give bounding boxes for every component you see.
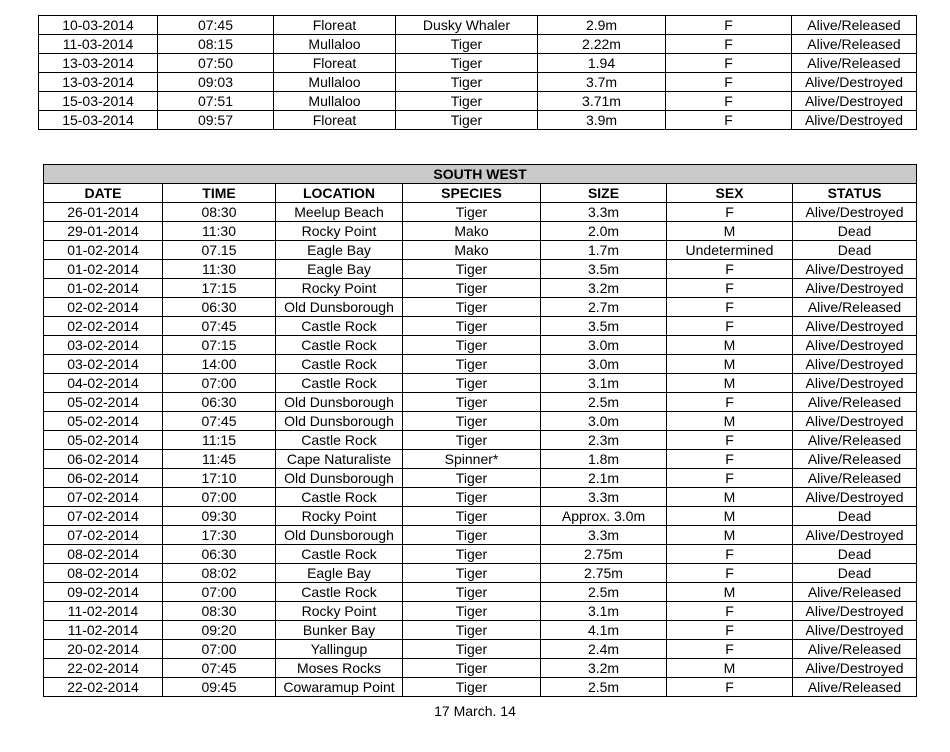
cell-species: Tiger — [396, 73, 538, 92]
table-row — [44, 564, 917, 583]
cell-species: Tiger — [403, 678, 541, 697]
table-row — [44, 488, 917, 507]
cell-species: Tiger — [403, 393, 541, 412]
cell-sex: F — [667, 317, 793, 336]
cell-location: Meelup Beach — [276, 203, 403, 222]
table-title: SOUTH WEST — [44, 165, 917, 184]
cell-size: 3.1m — [541, 374, 667, 393]
cell-time: 11:30 — [163, 260, 276, 279]
cell-species: Tiger — [396, 111, 538, 130]
cell-sex: F — [667, 203, 793, 222]
cell-location: Castle Rock — [276, 374, 403, 393]
cell-sex: F — [667, 545, 793, 564]
cell-sex: M — [667, 336, 793, 355]
table-row — [44, 336, 917, 355]
cell-time: 07:50 — [158, 54, 274, 73]
column-header-time: TIME — [163, 184, 276, 203]
cell-date: 20-02-2014 — [44, 640, 163, 659]
cell-size: 3.5m — [541, 317, 667, 336]
cell-location: Mullaloo — [274, 35, 396, 54]
table-row — [44, 526, 917, 545]
cell-status: Alive/Released — [793, 298, 917, 317]
cell-size: 4.1m — [541, 621, 667, 640]
cell-location: Old Dunsborough — [276, 393, 403, 412]
table-row — [44, 431, 917, 450]
cell-species: Tiger — [403, 203, 541, 222]
cell-status: Alive/Destroyed — [793, 659, 917, 678]
column-header-size: SIZE — [541, 184, 667, 203]
cell-size: 2.75m — [541, 564, 667, 583]
cell-location: Rocky Point — [276, 507, 403, 526]
cell-sex: F — [666, 16, 792, 35]
cell-status: Dead — [793, 507, 917, 526]
cell-size: 3.5m — [541, 260, 667, 279]
cell-date: 26-01-2014 — [44, 203, 163, 222]
cell-species: Tiger — [403, 374, 541, 393]
column-header-location: LOCATION — [276, 184, 403, 203]
cell-time: 06:30 — [163, 545, 276, 564]
cell-time: 09:45 — [163, 678, 276, 697]
table-row — [44, 374, 917, 393]
cell-location: Old Dunsborough — [276, 526, 403, 545]
cell-size: 2.7m — [541, 298, 667, 317]
cell-time: 14:00 — [163, 355, 276, 374]
cell-sex: F — [667, 298, 793, 317]
cell-sex: M — [667, 222, 793, 241]
cell-sex: F — [666, 35, 792, 54]
cell-date: 07-02-2014 — [44, 507, 163, 526]
cell-sex: F — [667, 678, 793, 697]
cell-date: 08-02-2014 — [44, 564, 163, 583]
cell-date: 03-02-2014 — [44, 336, 163, 355]
cell-species: Tiger — [396, 35, 538, 54]
cell-date: 11-02-2014 — [44, 602, 163, 621]
cell-location: Mullaloo — [274, 73, 396, 92]
cell-sex: M — [667, 374, 793, 393]
column-header-species: SPECIES — [403, 184, 541, 203]
cell-sex: F — [667, 450, 793, 469]
table-row — [39, 73, 917, 92]
table-row — [44, 393, 917, 412]
cell-date: 22-02-2014 — [44, 678, 163, 697]
cell-location: Mullaloo — [274, 92, 396, 111]
cell-date: 01-02-2014 — [44, 279, 163, 298]
cell-location: Castle Rock — [276, 431, 403, 450]
cell-size: 2.5m — [541, 583, 667, 602]
cell-date: 11-03-2014 — [39, 35, 158, 54]
cell-status: Alive/Destroyed — [792, 111, 917, 130]
cell-date: 01-02-2014 — [44, 241, 163, 260]
cell-sex: F — [666, 73, 792, 92]
cell-time: 17:30 — [163, 526, 276, 545]
cell-species: Tiger — [396, 92, 538, 111]
column-header-sex: SEX — [667, 184, 793, 203]
cell-status: Alive/Released — [792, 16, 917, 35]
cell-location: Castle Rock — [276, 336, 403, 355]
cell-date: 29-01-2014 — [44, 222, 163, 241]
cell-status: Alive/Released — [793, 678, 917, 697]
cell-time: 17:10 — [163, 469, 276, 488]
cell-species: Tiger — [403, 507, 541, 526]
cell-sex: F — [667, 621, 793, 640]
cell-sex: F — [666, 92, 792, 111]
cell-date: 08-02-2014 — [44, 545, 163, 564]
cell-sex: M — [667, 507, 793, 526]
cell-date: 07-02-2014 — [44, 526, 163, 545]
table-row — [44, 450, 917, 469]
cell-sex: F — [667, 602, 793, 621]
cell-sex: F — [667, 279, 793, 298]
table-row — [39, 16, 917, 35]
cell-time: 07:51 — [158, 92, 274, 111]
cell-location: Cowaramup Point — [276, 678, 403, 697]
cell-species: Tiger — [403, 583, 541, 602]
cell-date: 09-02-2014 — [44, 583, 163, 602]
cell-status: Dead — [793, 222, 917, 241]
cell-time: 07:00 — [163, 488, 276, 507]
table-row — [39, 111, 917, 130]
cell-sex: F — [666, 54, 792, 73]
cell-species: Tiger — [403, 621, 541, 640]
cell-species: Tiger — [403, 488, 541, 507]
cell-species: Tiger — [403, 412, 541, 431]
cell-sex: F — [667, 564, 793, 583]
cell-species: Tiger — [403, 431, 541, 450]
cell-status: Dead — [793, 241, 917, 260]
cell-location: Moses Rocks — [276, 659, 403, 678]
cell-status: Alive/Destroyed — [792, 73, 917, 92]
cell-sex: M — [667, 583, 793, 602]
cell-sex: M — [667, 412, 793, 431]
cell-time: 07:00 — [163, 640, 276, 659]
cell-location: Eagle Bay — [276, 564, 403, 583]
column-header-date: DATE — [44, 184, 163, 203]
cell-location: Rocky Point — [276, 279, 403, 298]
cell-time: 06:30 — [163, 298, 276, 317]
column-header-row — [44, 184, 917, 203]
cell-location: Castle Rock — [276, 488, 403, 507]
cell-date: 05-02-2014 — [44, 412, 163, 431]
cell-date: 11-02-2014 — [44, 621, 163, 640]
cell-location: Old Dunsborough — [276, 412, 403, 431]
cell-status: Alive/Released — [793, 450, 917, 469]
cell-time: 07:15 — [163, 336, 276, 355]
cell-size: 2.1m — [541, 469, 667, 488]
cell-status: Alive/Destroyed — [793, 336, 917, 355]
table-row — [44, 678, 917, 697]
cell-status: Alive/Destroyed — [793, 317, 917, 336]
cell-time: 08:15 — [158, 35, 274, 54]
cell-species: Tiger — [403, 564, 541, 583]
cell-status: Dead — [793, 545, 917, 564]
cell-time: 09:57 — [158, 111, 274, 130]
cell-sex: F — [667, 469, 793, 488]
cell-species: Dusky Whaler — [396, 16, 538, 35]
cell-size: 3.2m — [541, 659, 667, 678]
cell-time: 06:30 — [163, 393, 276, 412]
cell-sex: F — [667, 260, 793, 279]
cell-status: Alive/Destroyed — [793, 260, 917, 279]
cell-sex: Undetermined — [667, 241, 793, 260]
cell-size: 3.0m — [541, 336, 667, 355]
cell-date: 06-02-2014 — [44, 469, 163, 488]
cell-size: 2.9m — [538, 16, 666, 35]
cell-size: 3.7m — [538, 73, 666, 92]
cell-status: Alive/Released — [792, 35, 917, 54]
cell-date: 02-02-2014 — [44, 298, 163, 317]
cell-size: 3.0m — [541, 412, 667, 431]
cell-species: Tiger — [403, 659, 541, 678]
cell-species: Tiger — [403, 298, 541, 317]
cell-size: 3.71m — [538, 92, 666, 111]
cell-time: 08:30 — [163, 602, 276, 621]
cell-sex: F — [667, 640, 793, 659]
cell-size: 1.7m — [541, 241, 667, 260]
cell-status: Alive/Released — [793, 469, 917, 488]
table-row — [44, 621, 917, 640]
cell-size: Approx. 3.0m — [541, 507, 667, 526]
cell-sex: M — [667, 355, 793, 374]
cell-time: 11:30 — [163, 222, 276, 241]
cell-status: Alive/Destroyed — [793, 412, 917, 431]
cell-time: 09:30 — [163, 507, 276, 526]
cell-size: 2.75m — [541, 545, 667, 564]
cell-date: 05-02-2014 — [44, 431, 163, 450]
cell-size: 1.8m — [541, 450, 667, 469]
cell-time: 07:45 — [163, 659, 276, 678]
table-row — [44, 640, 917, 659]
cell-species: Tiger — [403, 317, 541, 336]
table-row — [44, 203, 917, 222]
cell-species: Tiger — [403, 355, 541, 374]
cell-size: 2.4m — [541, 640, 667, 659]
cell-status: Alive/Destroyed — [793, 621, 917, 640]
cell-size: 3.9m — [538, 111, 666, 130]
cell-location: Eagle Bay — [276, 260, 403, 279]
cell-time: 07:00 — [163, 583, 276, 602]
cell-location: Yallingup — [276, 640, 403, 659]
cell-species: Tiger — [403, 545, 541, 564]
cell-status: Alive/Destroyed — [793, 203, 917, 222]
cell-sex: M — [667, 488, 793, 507]
table-row — [39, 54, 917, 73]
cell-species: Tiger — [403, 640, 541, 659]
cell-location: Castle Rock — [276, 355, 403, 374]
cell-time: 17:15 — [163, 279, 276, 298]
cell-species: Tiger — [403, 526, 541, 545]
cell-size: 3.0m — [541, 355, 667, 374]
cell-time: 07:45 — [158, 16, 274, 35]
cell-time: 08:30 — [163, 203, 276, 222]
cell-location: Castle Rock — [276, 317, 403, 336]
table-row — [44, 469, 917, 488]
cell-size: 2.22m — [538, 35, 666, 54]
table-row — [44, 260, 917, 279]
cell-status: Dead — [793, 564, 917, 583]
cell-location: Castle Rock — [276, 545, 403, 564]
table-row — [44, 279, 917, 298]
cell-status: Alive/Destroyed — [793, 526, 917, 545]
cell-date: 01-02-2014 — [44, 260, 163, 279]
cell-species: Spinner* — [403, 450, 541, 469]
cell-sex: F — [667, 431, 793, 450]
cell-location: Bunker Bay — [276, 621, 403, 640]
cell-location: Old Dunsborough — [276, 298, 403, 317]
cell-status: Alive/Destroyed — [793, 374, 917, 393]
cell-date: 03-02-2014 — [44, 355, 163, 374]
cell-species: Tiger — [403, 602, 541, 621]
table-row — [44, 602, 917, 621]
cell-date: 06-02-2014 — [44, 450, 163, 469]
cell-status: Alive/Destroyed — [792, 92, 917, 111]
cell-location: Rocky Point — [276, 602, 403, 621]
cell-species: Mako — [403, 222, 541, 241]
cell-size: 3.2m — [541, 279, 667, 298]
cell-status: Alive/Released — [793, 583, 917, 602]
cell-location: Old Dunsborough — [276, 469, 403, 488]
table-row — [44, 355, 917, 374]
cell-size: 2.5m — [541, 393, 667, 412]
cell-status: Alive/Released — [793, 393, 917, 412]
cell-time: 08:02 — [163, 564, 276, 583]
table-row — [44, 583, 917, 602]
cell-date: 22-02-2014 — [44, 659, 163, 678]
cell-size: 2.3m — [541, 431, 667, 450]
table-row — [44, 412, 917, 431]
cell-location: Castle Rock — [276, 583, 403, 602]
table-row — [44, 241, 917, 260]
cell-location: Rocky Point — [276, 222, 403, 241]
cell-time: 07:45 — [163, 317, 276, 336]
cell-size: 3.1m — [541, 602, 667, 621]
cell-sex: M — [667, 526, 793, 545]
cell-location: Floreat — [274, 54, 396, 73]
cell-species: Tiger — [403, 260, 541, 279]
cell-status: Alive/Released — [793, 640, 917, 659]
table-row — [44, 317, 917, 336]
cell-date: 10-03-2014 — [39, 16, 158, 35]
cell-location: Eagle Bay — [276, 241, 403, 260]
table-row — [44, 222, 917, 241]
table-row — [44, 507, 917, 526]
cell-date: 05-02-2014 — [44, 393, 163, 412]
cell-location: Floreat — [274, 16, 396, 35]
table-row — [39, 35, 917, 54]
cell-size: 2.0m — [541, 222, 667, 241]
table-row — [44, 659, 917, 678]
cell-date: 13-03-2014 — [39, 73, 158, 92]
cell-sex: F — [666, 111, 792, 130]
cell-time: 11:15 — [163, 431, 276, 450]
cell-time: 07.15 — [163, 241, 276, 260]
cell-sex: M — [667, 659, 793, 678]
table-row — [39, 92, 917, 111]
cell-date: 13-03-2014 — [39, 54, 158, 73]
cell-status: Alive/Destroyed — [793, 279, 917, 298]
cell-species: Tiger — [403, 469, 541, 488]
cell-time: 09:20 — [163, 621, 276, 640]
cell-species: Tiger — [396, 54, 538, 73]
cell-sex: F — [667, 393, 793, 412]
cell-date: 07-02-2014 — [44, 488, 163, 507]
cell-size: 3.3m — [541, 526, 667, 545]
cell-species: Tiger — [403, 279, 541, 298]
cell-size: 3.3m — [541, 488, 667, 507]
cell-size: 1.94 — [538, 54, 666, 73]
top-catch-table — [38, 15, 917, 130]
cell-date: 15-03-2014 — [39, 111, 158, 130]
cell-time: 09:03 — [158, 73, 274, 92]
south-west-catch-table — [43, 164, 917, 697]
cell-time: 07:00 — [163, 374, 276, 393]
table-row — [44, 545, 917, 564]
cell-date: 04-02-2014 — [44, 374, 163, 393]
cell-location: Cape Naturaliste — [276, 450, 403, 469]
cell-status: Alive/Destroyed — [793, 488, 917, 507]
cell-date: 15-03-2014 — [39, 92, 158, 111]
cell-status: Alive/Released — [793, 431, 917, 450]
cell-time: 11:45 — [163, 450, 276, 469]
cell-species: Mako — [403, 241, 541, 260]
table-row — [44, 298, 917, 317]
column-header-status: STATUS — [793, 184, 917, 203]
cell-size: 3.3m — [541, 203, 667, 222]
cell-time: 07:45 — [163, 412, 276, 431]
cell-size: 2.5m — [541, 678, 667, 697]
cell-location: Floreat — [274, 111, 396, 130]
cell-status: Alive/Destroyed — [793, 602, 917, 621]
cell-status: Alive/Destroyed — [793, 355, 917, 374]
cell-status: Alive/Released — [792, 54, 917, 73]
cell-species: Tiger — [403, 336, 541, 355]
footer-date: 17 March. 14 — [434, 703, 516, 719]
cell-date: 02-02-2014 — [44, 317, 163, 336]
